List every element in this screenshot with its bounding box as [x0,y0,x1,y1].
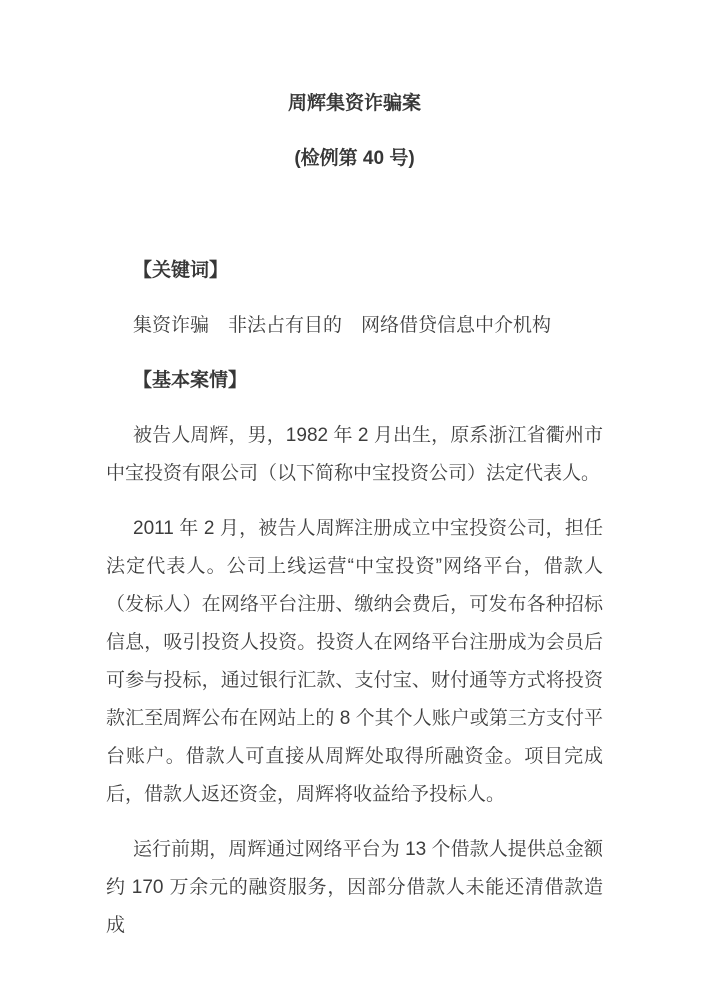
document-title: 周辉集资诈骗案 [287,93,421,114]
section-heading-basic-facts: 【基本案情】 [133,370,248,391]
keywords-line: 集资诈骗 非法占有目的 网络借贷信息中介机构 [133,315,552,336]
paragraph-early-operation: 运行前期，周辉通过网络平台为 13 个借款人提供总金额约 170 万余元的融资服务，因部分借款人未能还清借款造成 [106,839,603,936]
paragraph-platform-operation: 2011 年 2 月，被告人周辉注册成立中宝投资公司，担任法定代表人。公司上线运营“中宝投资”网络平台，借款人（发标人）在网络平台注册、缴纳会费后，可发布各种招标信息，吸引投资人投资。投资人在网络平台注册成为会员后可参与投标，通过银行汇款、支付宝、财付通等方式将投资款汇至周辉公布在网站上的 8 个其个人账户或第三方支付平台账户。借款人可直接从周辉处取得所融资金。项目完成后，借款人返还资金，周辉将收益给予投标人。 [106,518,603,805]
section-heading-keywords: 【关键词】 [133,260,229,281]
paragraph-defendant-info: 被告人周辉，男，1982 年 2 月出生，原系浙江省衢州市中宝投资有限公司（以下简称中宝投资公司）法定代表人。 [106,425,603,484]
case-number: (检例第 40 号) [294,148,415,169]
